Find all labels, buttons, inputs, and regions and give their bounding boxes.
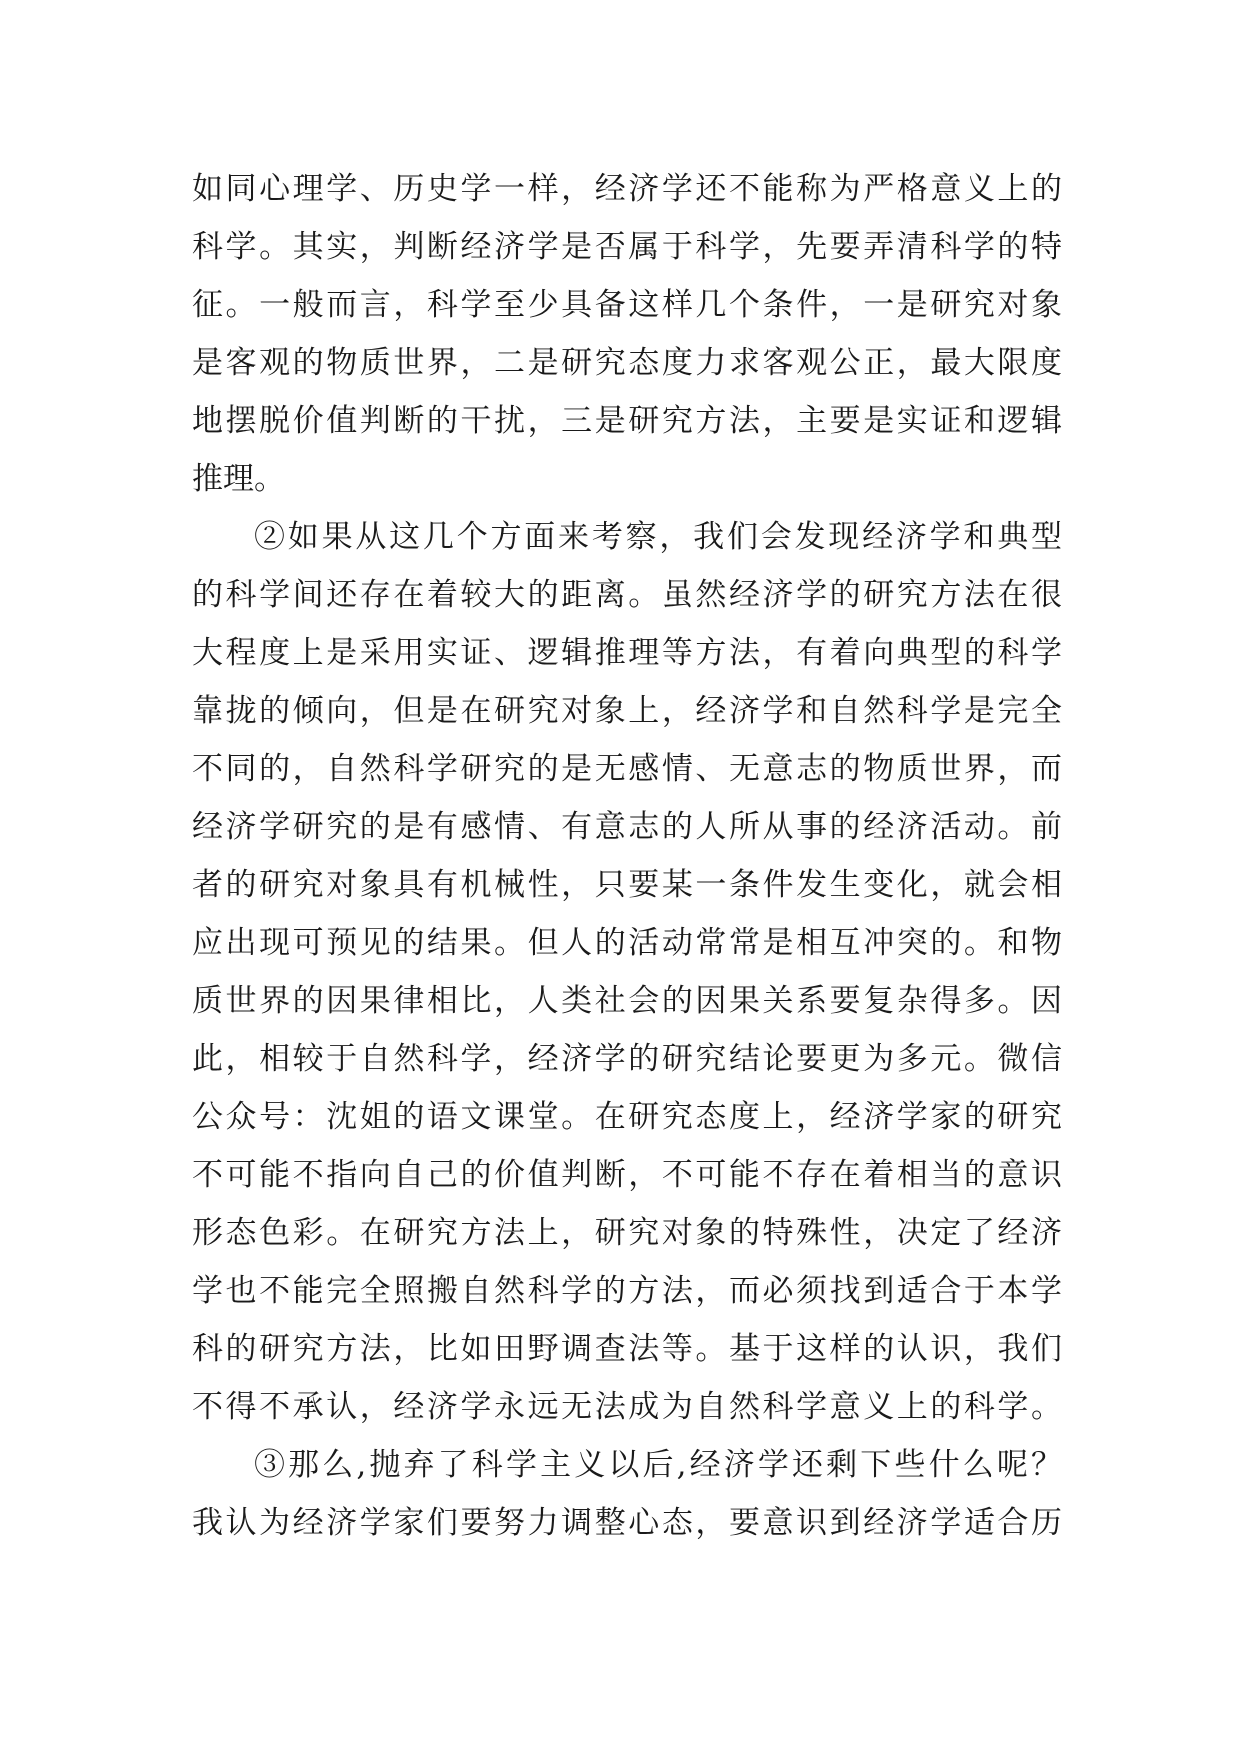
text-line: 推理。 [192,461,285,497]
text-line: 应出现可预见的结果。但人的活动常常是相互冲突的。和物 [192,925,1062,961]
text-line: 是客观的物质世界，二是研究态度力求客观公正，最大限度 [192,345,1062,381]
paragraph-1 [192,160,1062,508]
text-line: 形态色彩。在研究方法上，研究对象的特殊性，决定了经济 [192,1215,1062,1251]
text-line: 科的研究方法，比如田野调查法等。基于这样的认识，我们 [192,1331,1062,1367]
paragraph-3 [192,1436,1062,1552]
text-line: 学也不能完全照搬自然科学的方法，而必须找到适合于本学 [192,1273,1062,1309]
text-line: 公众号：沈姐的语文课堂。在研究态度上，经济学家的研究 [192,1099,1062,1135]
text-line: 的科学间还存在着较大的距离。虽然经济学的研究方法在很 [192,577,1062,613]
text-line: 此，相较于自然科学，经济学的研究结论要更为多元。微信 [192,1041,1062,1077]
text-line: 科学。其实，判断经济学是否属于科学，先要弄清科学的特 [192,229,1062,265]
text-line: 不得不承认，经济学永远无法成为自然科学意义上的科学。 [192,1389,1062,1425]
paragraph-2 [192,508,1062,1436]
text-line: 征。一般而言，科学至少具备这样几个条件，一是研究对象 [192,287,1062,323]
text-line: 质世界的因果律相比，人类社会的因果关系要复杂得多。因 [192,983,1062,1019]
text-line: 不同的，自然科学研究的是无感情、无意志的物质世界，而 [192,751,1062,787]
text-line: 大程度上是采用实证、逻辑推理等方法，有着向典型的科学 [192,635,1062,671]
body-text [192,160,1062,1552]
text-line: 地摆脱价值判断的干扰，三是研究方法，主要是实证和逻辑 [192,403,1062,439]
text-line: 不可能不指向自己的价值判断，不可能不存在着相当的意识 [192,1157,1062,1193]
text-line: 经济学研究的是有感情、有意志的人所从事的经济活动。前 [192,809,1062,845]
text-line: 靠拢的倾向，但是在研究对象上，经济学和自然科学是完全 [192,693,1062,729]
text-line: ②如果从这几个方面来考察，我们会发现经济学和典型 [254,519,1062,555]
text-line: 如同心理学、历史学一样，经济学还不能称为严格意义上的 [192,171,1062,207]
text-line: 我认为经济学家们要努力调整心态，要意识到经济学适合历 [192,1505,1062,1541]
text-line: ③那么,抛弃了科学主义以后,经济学还剩下些什么呢？ [254,1447,1062,1483]
text-line: 者的研究对象具有机械性，只要某一条件发生变化，就会相 [192,867,1062,903]
